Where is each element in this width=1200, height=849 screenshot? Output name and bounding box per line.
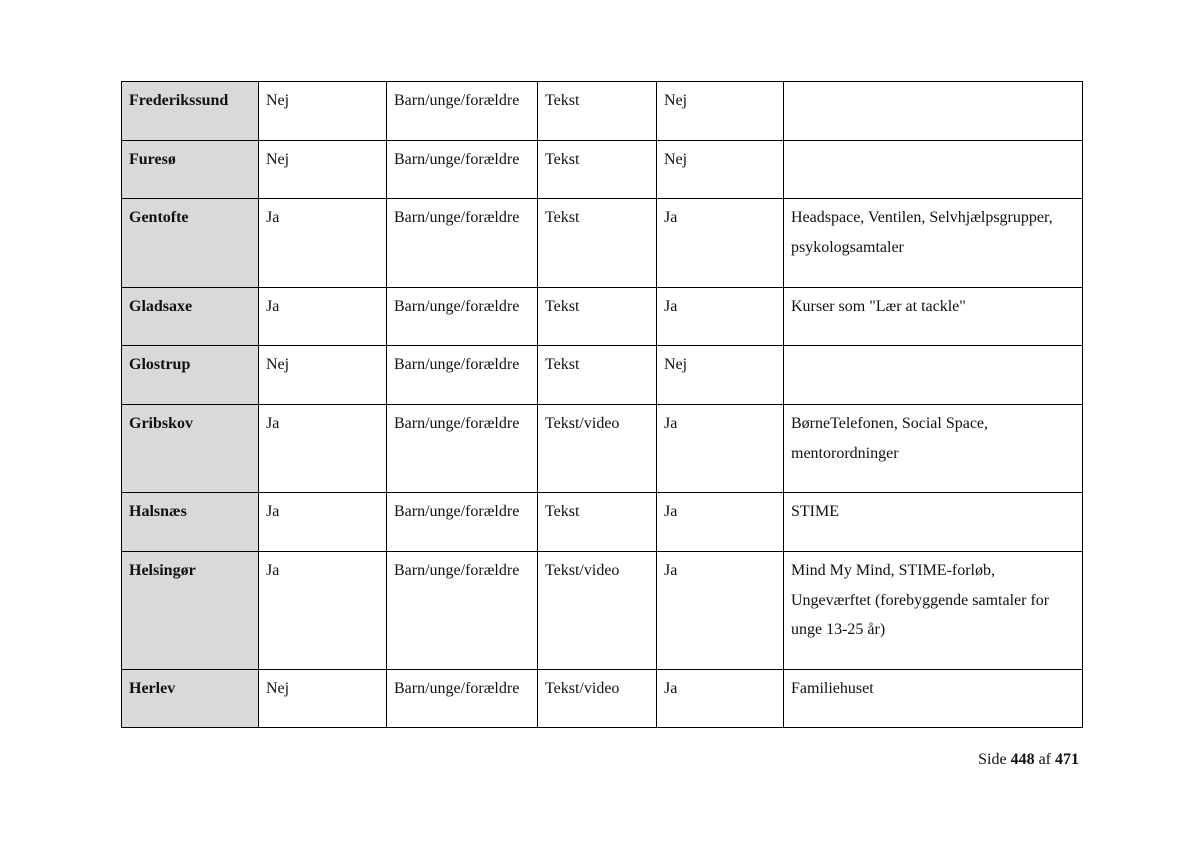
examples-cell	[784, 82, 1083, 141]
other-offers-cell: Ja	[657, 552, 784, 670]
target-group-cell: Barn/unge/forældre	[387, 346, 538, 405]
format-cell: Tekst	[538, 199, 657, 288]
format-cell: Tekst	[538, 493, 657, 552]
other-offers-cell: Ja	[657, 199, 784, 288]
table-row	[122, 346, 1083, 405]
table-row	[122, 82, 1083, 141]
municipality-name: Gentofte	[122, 199, 259, 288]
table-row	[122, 141, 1083, 199]
offer-cell: Nej	[259, 82, 387, 141]
municipality-name: Glostrup	[122, 346, 259, 405]
offer-cell: Nej	[259, 670, 387, 728]
municipality-name: Frederikssund	[122, 82, 259, 141]
offer-cell: Ja	[259, 405, 387, 493]
format-cell: Tekst	[538, 288, 657, 346]
examples-cell	[784, 346, 1083, 405]
other-offers-cell: Nej	[657, 141, 784, 199]
target-group-cell: Barn/unge/forældre	[387, 82, 538, 141]
examples-cell: Kurser som "Lær at tackle"	[784, 288, 1083, 346]
other-offers-cell: Ja	[657, 493, 784, 552]
examples-cell: Headspace, Ventilen, Selvhjælpsgrupper, psykologsamtaler	[784, 199, 1083, 288]
table-row	[122, 405, 1083, 493]
format-cell: Tekst/video	[538, 405, 657, 493]
municipality-name: Gribskov	[122, 405, 259, 493]
table-row	[122, 493, 1083, 552]
other-offers-cell: Nej	[657, 82, 784, 141]
page-label: Side	[978, 751, 1007, 768]
municipality-name: Herlev	[122, 670, 259, 728]
municipality-name: Furesø	[122, 141, 259, 199]
format-cell: Tekst	[538, 346, 657, 405]
target-group-cell: Barn/unge/forældre	[387, 199, 538, 288]
examples-cell: Mind My Mind, STIME-forløb, Ungeværftet (forebyggende samtaler for unge 13-25 år)	[784, 552, 1083, 670]
target-group-cell: Barn/unge/forældre	[387, 405, 538, 493]
target-group-cell: Barn/unge/forældre	[387, 493, 538, 552]
target-group-cell: Barn/unge/forældre	[387, 141, 538, 199]
format-cell: Tekst/video	[538, 670, 657, 728]
other-offers-cell: Ja	[657, 405, 784, 493]
other-offers-cell: Ja	[657, 670, 784, 728]
target-group-cell: Barn/unge/forældre	[387, 288, 538, 346]
examples-cell: Familiehuset	[784, 670, 1083, 728]
examples-cell: BørneTelefonen, Social Space, mentorordninger	[784, 405, 1083, 493]
municipality-name: Gladsaxe	[122, 288, 259, 346]
offer-cell: Ja	[259, 552, 387, 670]
other-offers-cell: Ja	[657, 288, 784, 346]
municipality-table	[121, 81, 1083, 728]
target-group-cell: Barn/unge/forældre	[387, 552, 538, 670]
table-row	[122, 288, 1083, 346]
offer-cell: Ja	[259, 493, 387, 552]
offer-cell: Nej	[259, 346, 387, 405]
table-row	[122, 552, 1083, 670]
municipality-name: Helsingør	[122, 552, 259, 670]
format-cell: Tekst	[538, 82, 657, 141]
total-page-count: 471	[1055, 751, 1079, 768]
table-row	[122, 670, 1083, 728]
offer-cell: Ja	[259, 288, 387, 346]
page-number-footer	[978, 748, 1079, 772]
table-body	[122, 82, 1083, 728]
target-group-cell: Barn/unge/forældre	[387, 670, 538, 728]
format-cell: Tekst	[538, 141, 657, 199]
format-cell: Tekst/video	[538, 552, 657, 670]
other-offers-cell: Nej	[657, 346, 784, 405]
examples-cell	[784, 141, 1083, 199]
table-row	[122, 199, 1083, 288]
current-page-number: 448	[1010, 751, 1035, 768]
page-of-label: af	[1038, 751, 1051, 768]
examples-cell: STIME	[784, 493, 1083, 552]
offer-cell: Ja	[259, 199, 387, 288]
offer-cell: Nej	[259, 141, 387, 199]
municipality-name: Halsnæs	[122, 493, 259, 552]
